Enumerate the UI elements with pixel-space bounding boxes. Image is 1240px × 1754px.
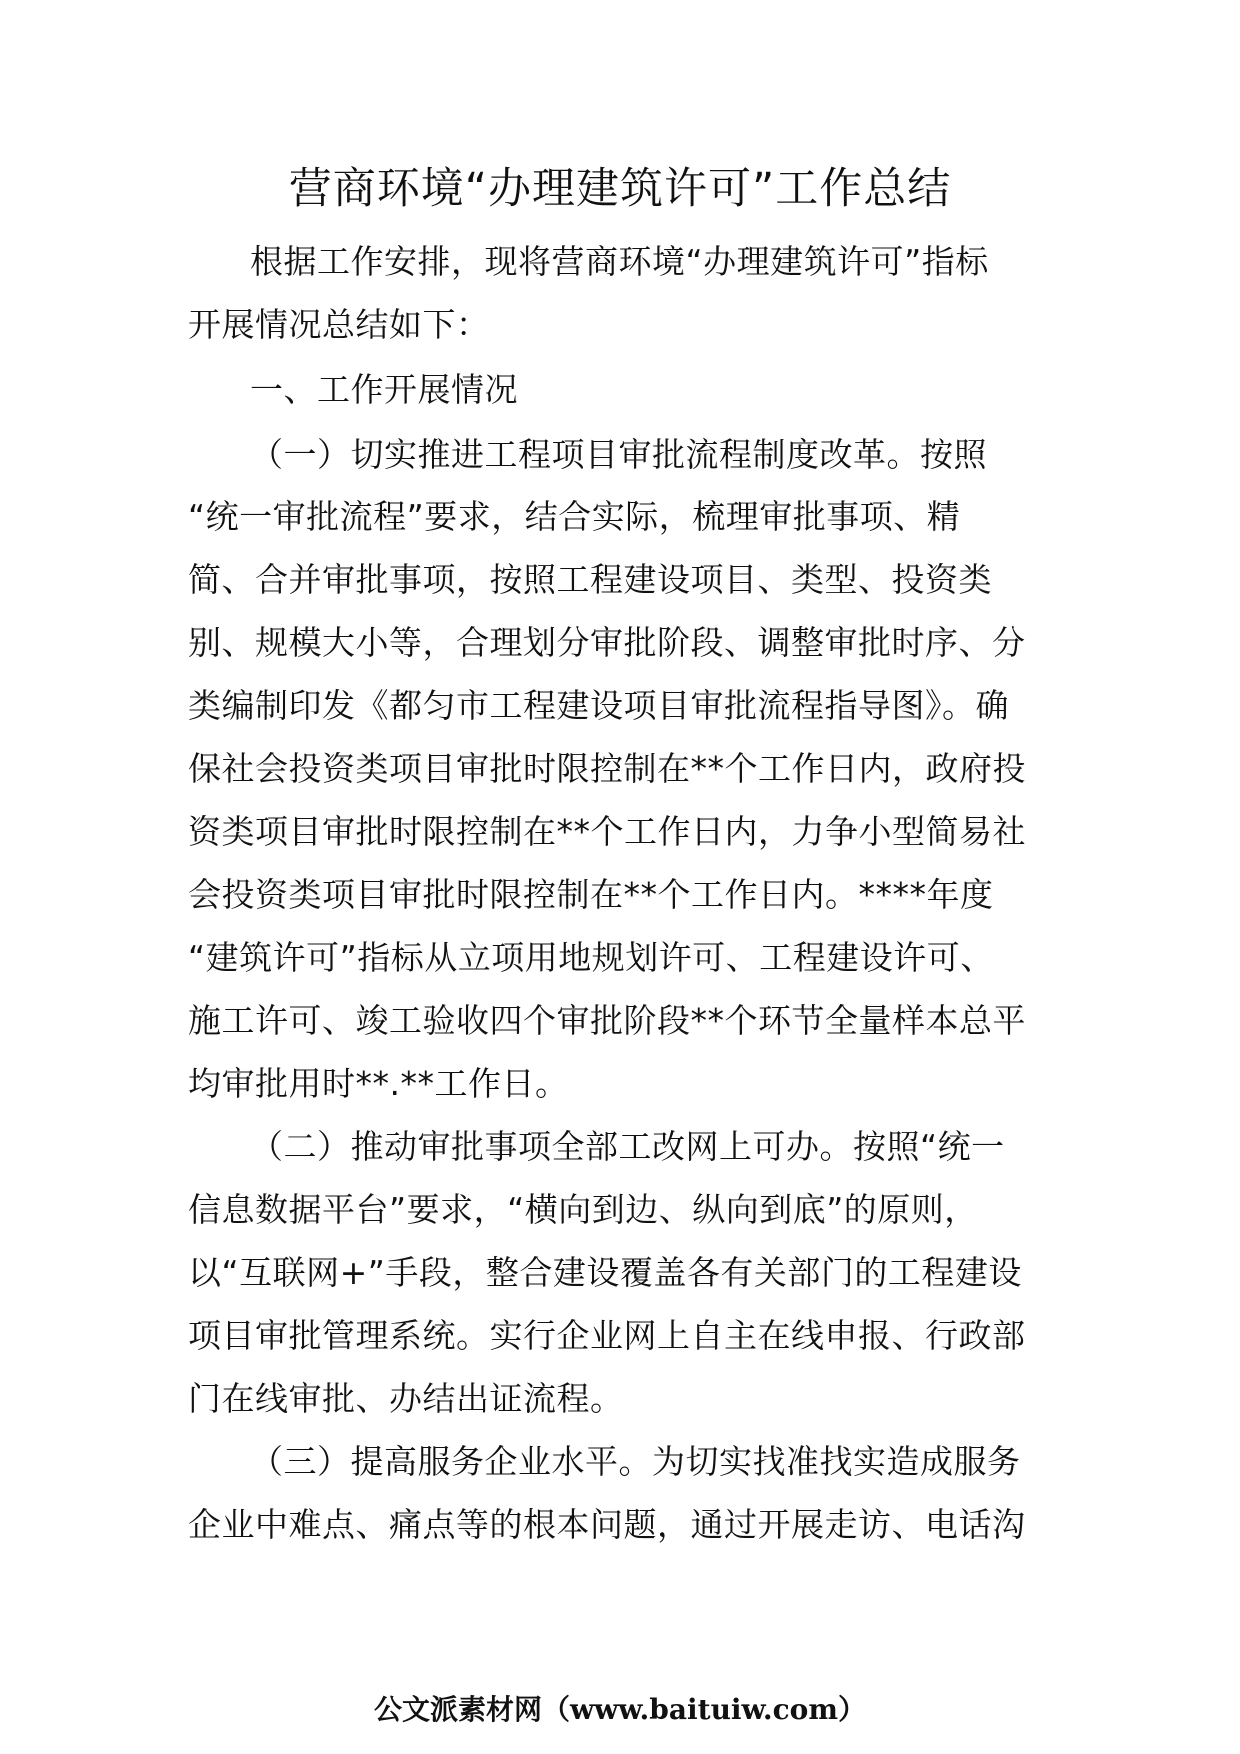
paragraph-line: 以“互联网+”手段，整合建设覆盖各有关部门的工程建设 [188,1253,1022,1292]
paragraph-line: （二）推动审批事项全部工改网上可办。按照“统一 [250,1127,1005,1166]
paragraph-line: “统一审批流程”要求，结合实际，梳理审批事项、精 [188,497,961,536]
paragraph-line: 资类项目审批时限控制在**个工作日内，力争小型简易社 [188,812,1026,851]
paragraph-line: 简、合并审批事项，按照工程建设项目、类型、投资类 [188,560,992,599]
paragraph-line: 根据工作安排，现将营商环境“办理建筑许可”指标 [250,242,989,281]
paragraph-line: 类编制印发《都匀市工程建设项目审批流程指导图》。确 [188,686,1009,725]
paragraph-line: 施工许可、竣工验收四个审批阶段**个环节全量样本总平 [188,1001,1026,1040]
paragraph-line: 项目审批管理系统。实行企业网上自主在线申报、行政部 [188,1316,1026,1355]
paragraph-line: 保社会投资类项目审批时限控制在**个工作日内，政府投 [188,749,1026,788]
paragraph-line: 企业中难点、痛点等的根本问题，通过开展走访、电话沟 [188,1505,1026,1544]
document-title: 营商环境“办理建筑许可”工作总结 [288,164,952,214]
paragraph-line: （一）切实推进工程项目审批流程制度改革。按照 [250,435,987,474]
paragraph-line: 门在线审批、办结出证流程。 [188,1379,624,1418]
paragraph-line: （三）提高服务企业水平。为切实找准找实造成服务 [250,1442,1021,1481]
section-heading: 一、工作开展情况 [250,370,518,409]
paragraph-line: 会投资类项目审批时限控制在**个工作日内。****年度 [188,875,994,914]
paragraph-line: 别、规模大小等，合理划分审批阶段、调整审批时序、分 [188,623,1026,662]
footer-watermark-text: 公文派素材网（www.baituiw.com） [374,1693,866,1726]
paragraph-line: 开展情况总结如下： [188,305,490,344]
paragraph-line: “建筑许可”指标从立项用地规划许可、工程建设许可、 [188,938,994,977]
paragraph-line: 信息数据平台”要求，“横向到边、纵向到底”的原则， [188,1190,978,1229]
paragraph-line: 均审批用时**.**工作日。 [188,1064,569,1103]
